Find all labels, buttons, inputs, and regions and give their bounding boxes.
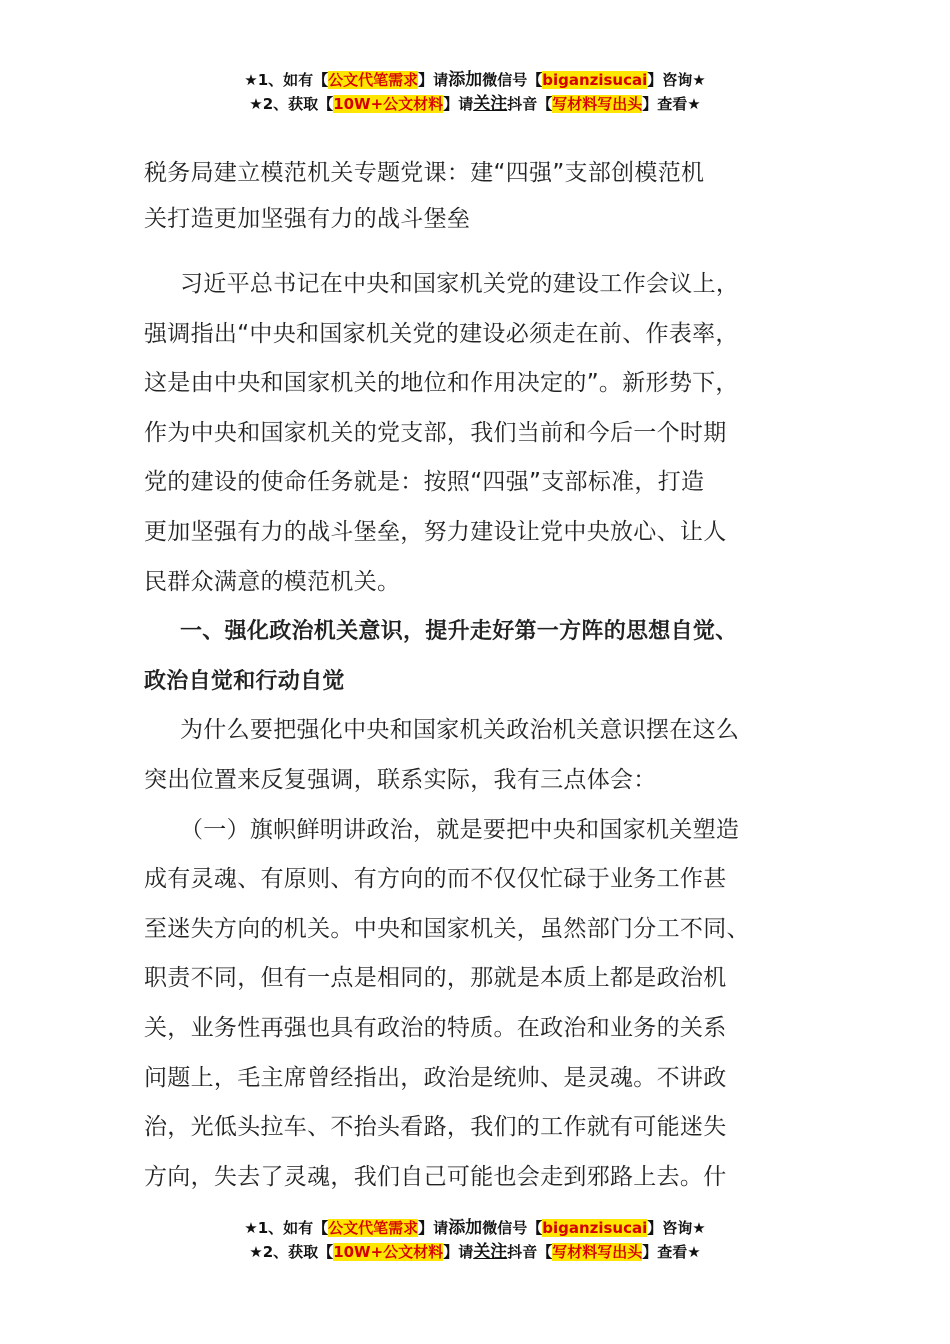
banner-text: 】查看★ (642, 1243, 701, 1261)
paragraph-line: （一）旗帜鲜明讲政治，就是要把中央和国家机关塑造 (180, 816, 740, 843)
banner-text: 微信号【 (482, 1219, 543, 1237)
banner-highlight: 公文代笔需求 (328, 71, 419, 89)
heading-line: 一、强化政治机关意识，提升走好第一方阵的思想自觉、 (180, 619, 738, 645)
heading-line: 政治自觉和行动自觉 (144, 668, 345, 694)
section-heading (144, 607, 809, 706)
document-title (144, 150, 809, 242)
banner-text: ★1、如有【 (244, 71, 329, 89)
paragraph-line: 成有灵魂、有原则、有方向的而不仅仅忙碌于业务工作甚 (144, 866, 727, 893)
banner-highlight: 公文代笔需求 (328, 1219, 419, 1237)
paragraph-line: 职责不同，但有一点是相同的，那就是本质上都是政治机 (144, 965, 727, 992)
paragraph-line: 更加坚强有力的战斗堡垒，努力建设让党中央放心、让人 (144, 518, 727, 545)
banner-line-1 (0, 1216, 950, 1240)
paragraph-question (144, 706, 809, 805)
banner-text: 】咨询★ (647, 1219, 706, 1237)
banner-text: 抖音【 (507, 1243, 553, 1261)
banner-line-2 (0, 92, 950, 116)
banner-text: 】查看★ (642, 95, 701, 113)
banner-text: ★1、如有【 (244, 1219, 329, 1237)
banner-text: ★2、获取【 (249, 95, 334, 113)
title-line: 税务局建立模范机关专题党课：建“四强”支部创模范机 (144, 160, 705, 186)
paragraph-line: 作为中央和国家机关的党支部，我们当前和今后一个时期 (144, 419, 727, 446)
paragraph-line: 突出位置来反复强调，联系实际，我有三点体会： (144, 766, 657, 793)
paragraph-line: 民群众满意的模范机关。 (144, 568, 401, 595)
paragraph-point-one (144, 806, 809, 1203)
banner-text: 】请 (443, 1243, 474, 1261)
banner-highlight: 10W+公文材料 (333, 95, 444, 113)
title-line: 关打造更加坚强有力的战斗堡垒 (144, 206, 471, 232)
paragraph-line: 问题上，毛主席曾经指出，政治是统帅、是灵魂。不讲政 (144, 1064, 727, 1091)
banner-emphasis: 添加 (448, 1218, 483, 1238)
banner-text: 】咨询★ (647, 71, 706, 89)
paragraph-line: 强调指出“中央和国家机关党的建设必须走在前、作表率， (144, 320, 739, 347)
document-body (144, 150, 809, 1202)
header-banner (0, 68, 950, 116)
banner-douyin-id: 写材料写出头 (552, 1243, 643, 1261)
paragraph-line: 这是由中央和国家机关的地位和作用决定的”。新形势下， (144, 370, 739, 397)
banner-douyin-id: 写材料写出头 (552, 95, 643, 113)
banner-text: 】请 (418, 1219, 449, 1237)
paragraph-intro (144, 260, 809, 607)
footer-banner (0, 1216, 950, 1264)
paragraph-line: 关，业务性再强也具有政治的特质。在政治和业务的关系 (144, 1014, 727, 1041)
banner-wechat-id: biganzisucai (542, 1219, 648, 1237)
paragraph-line: 治，光低头拉车、不抬头看路，我们的工作就有可能迷失 (144, 1114, 727, 1141)
paragraph-line: 党的建设的使命任务就是：按照“四强”支部标准，打造 (144, 469, 705, 496)
paragraph-line: 至迷失方向的机关。中央和国家机关，虽然部门分工不同、 (144, 915, 750, 942)
banner-line-2 (0, 1240, 950, 1264)
banner-line-1 (0, 68, 950, 92)
banner-text: 】请 (418, 71, 449, 89)
banner-wechat-id: biganzisucai (542, 71, 648, 89)
paragraph-line: 为什么要把强化中央和国家机关政治机关意识摆在这么 (180, 717, 740, 744)
banner-highlight: 10W+公文材料 (333, 1243, 444, 1261)
paragraph-line: 方向，失去了灵魂，我们自己可能也会走到邪路上去。什 (144, 1163, 727, 1190)
banner-emphasis: 关注 (473, 1242, 508, 1262)
paragraph-line: 习近平总书记在中央和国家机关党的建设工作会议上， (180, 271, 740, 297)
banner-text: 抖音【 (507, 95, 553, 113)
banner-emphasis: 添加 (448, 70, 483, 90)
banner-text: 】请 (443, 95, 474, 113)
banner-text: ★2、获取【 (249, 1243, 334, 1261)
banner-text: 微信号【 (482, 71, 543, 89)
banner-emphasis: 关注 (473, 94, 508, 114)
